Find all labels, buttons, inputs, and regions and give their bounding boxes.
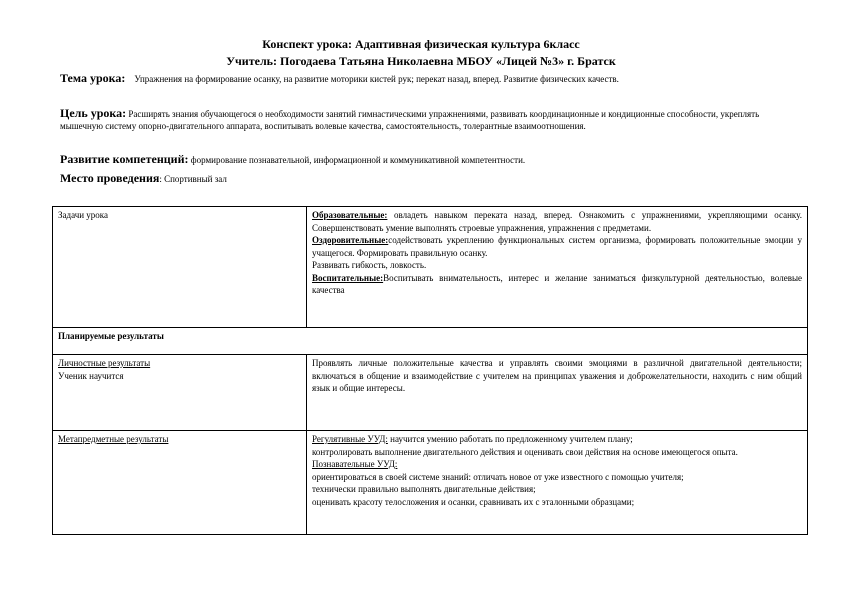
cognitive-line-3: оценивать красоту телосложения и осанки, сравнивать их с эталонными образцами; [312,496,635,507]
lesson-topic [60,73,780,86]
lesson-table [52,206,808,535]
tasks-content-cell [307,207,808,328]
regulative-text: научится умению работать по предложенному учителем плану; [387,434,633,444]
personal-label-cell [53,355,307,431]
educational-task [312,209,802,234]
upbringing-text: Воспитывать внимательность, интерес и желание заниматься физкультурной деятельностью, волевые качества [312,272,802,295]
meta-content-cell [307,431,808,535]
tasks-label-cell [53,207,307,328]
health-label: Оздоровительные: [312,235,389,245]
personal-text: Проявлять личные положительные качества и управлять своими эмоциями в различной двигательной деятельности; включаться в общение и взаимодействие с учителем на принципах уважения и доброжелательности, находить с ним общий язык и общие интересы. [312,358,802,393]
personal-label: Личностные результаты [58,358,151,368]
regulative-label: Регулятивные УУД: [312,434,388,444]
topic-label: Тема урока: [60,71,126,85]
tasks-label: Задачи урока [58,210,109,220]
regulative-line-2: контролировать выполнение двигательного действия и оценивать свои действия на основе имеющегося опыта. [312,446,738,457]
teacher-line: Учитель: Погодаева Татьяна Николаевна МБОУ «Лицей №3» г. Братск [226,54,616,68]
document-title: Конспект урока: Адаптивная физическая культура 6класс [262,37,580,51]
planned-results-cell [53,328,808,355]
planned-results-heading: Планируемые результаты [58,331,164,341]
personal-sub: Ученик научится [58,370,124,381]
lesson-competencies [60,154,780,167]
cognitive-line-1: ориентироваться в своей системе знаний: отличать новое от уже известного с помощью учителя; [312,471,684,482]
goal-text: Расширять знания обучающегося о необходимости занятий гимнастическими упражнениями, развивать координационные и кондиционные способности, укреплять мышечную систему опорно-двигательного аппарата, воспитывать волевые качества, самостоятельность, толерантные взаимоотношения. [60,109,760,131]
health-text: содействовать укреплению функциональных систем организма, формировать положительные эмоции у учащегося. Формировать правильную осанку. [312,235,802,258]
venue-text: : Спортивный зал [159,174,227,184]
meta-label-cell [53,431,307,535]
health-task [312,234,802,259]
educational-label: Образовательные: [312,210,388,220]
personal-content-cell [307,355,808,431]
table-row [53,207,808,328]
lesson-goal [60,108,780,132]
topic-text: Упражнения на формирование осанку, на развитие моторики кистей рук; перекат назад, вперед. Развитие физических качеств. [134,74,619,84]
upbringing-task [312,272,802,297]
competencies-text: формирование познавательной, информационной и коммуникативной компетентности. [190,155,526,165]
regulative-line [312,433,802,446]
venue-label: Место проведения [60,171,160,185]
health-task-extra: Развивать гибкость, ловкость. [312,260,427,270]
goal-label: Цель урока: [60,106,127,120]
table-row [53,328,808,355]
upbringing-label: Воспитательные: [312,272,384,283]
competencies-label: Развитие компетенций: [60,152,189,166]
table-row [53,355,808,431]
cognitive-label: Познавательные УУД: [312,459,398,469]
cognitive-line-2: технически правильно выполнять двигательные действия; [312,484,536,494]
table-row [53,431,808,535]
lesson-venue [60,173,780,186]
educational-text: овладеть навыком переката назад, вперед. Ознакомить с упражнениями, укрепляющими осанку. Совершенствовать умение выполнять строевые упражнения, упражнения с предметами. [312,210,802,233]
meta-label: Метапредметные результаты [58,434,169,444]
